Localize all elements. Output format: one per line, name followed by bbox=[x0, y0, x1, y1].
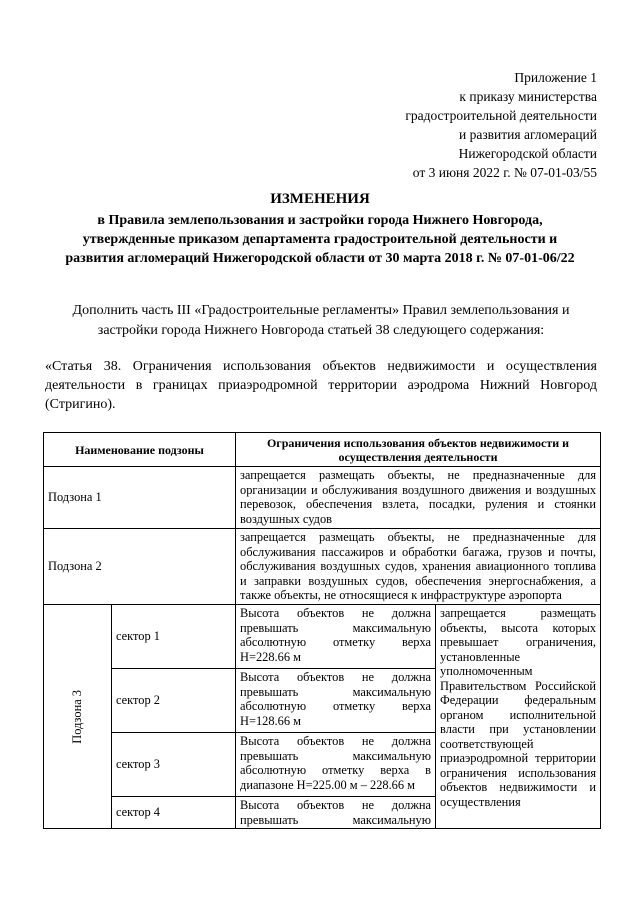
zone2-name: Подзона 2 bbox=[44, 529, 236, 605]
sector1-text: Высота объектов не должна превышать максимальную абсолютную отметку верха Н=228.66 м bbox=[236, 605, 436, 669]
zone3-common-text: запрещается размещать объекты, высота которых превышает ограничения, установленные уполномоченным Правительством Российской Федерации федеральным органом исполнительной власти при установлении соответствующей приаэродромной территории ограничения использования объектов недвижимости и осуществления bbox=[436, 605, 601, 829]
appendix-line: от 3 июня 2022 г. № 07-01-03/55 bbox=[412, 165, 597, 180]
appendix-line: Нижегородской области bbox=[458, 146, 597, 161]
zone1-text: запрещается размещать объекты, не предназначенные для организации и обслуживания воздушного движения и воздушных перевозок, обеспечения взлета, посадки, руления и стоянки воздушных судов bbox=[236, 467, 601, 529]
document-title bbox=[60, 190, 580, 268]
sector4-text: Высота объектов не должна превышать максимальную bbox=[236, 797, 436, 829]
appendix-block bbox=[337, 68, 597, 182]
appendix-line: и развития агломераций bbox=[458, 127, 597, 142]
header-zone-name: Наименование подзоны bbox=[44, 433, 236, 467]
appendix-line: Приложение 1 bbox=[514, 70, 597, 85]
appendix-line: градостроительной деятельности bbox=[405, 108, 597, 123]
title-subtitle: в Правила землепользования и застройки города Нижнего Новгорода, утвержденные приказом департамента градостроительной деятельности и развития агломераций Нижегородской области от 30 марта 2018 г. № 07-01-06/22 bbox=[65, 213, 575, 266]
zone1-name: Подзона 1 bbox=[44, 467, 236, 529]
appendix-line: к приказу министерства bbox=[459, 89, 597, 104]
sector1-name: сектор 1 bbox=[112, 605, 236, 669]
sector3-text: Высота объектов не должна превышать максимальную абсолютную отметку верха в диапазоне Н=225.00 м – 228.66 м bbox=[236, 733, 436, 797]
sector2-text: Высота объектов не должна превышать максимальную абсолютную отметку верха Н=128.66 м bbox=[236, 669, 436, 733]
zone3-name: Подзона 3 bbox=[70, 689, 85, 744]
restrictions-table bbox=[43, 432, 601, 829]
header-restrictions: Ограничения использования объектов недвижимости и осуществления деятельности bbox=[236, 433, 601, 467]
intro-paragraph: Дополнить часть III «Градостроительные регламенты» Правил землепользования и застройки города Нижнего Новгорода статьей 38 следующего содержания: bbox=[72, 303, 570, 338]
sector3-name: сектор 3 bbox=[112, 733, 236, 797]
sector4-name: сектор 4 bbox=[112, 797, 236, 829]
zone3-name-cell bbox=[44, 605, 112, 829]
zone2-text: запрещается размещать объекты, не предназначенные для обслуживания пассажиров и обработки багажа, грузов и почты, обслуживания воздушных судов, хранения авиационного топлива и заправки воздушных судов, обеспечения энергоснабжения, а также объекты, не относящиеся к инфраструктуре аэропорта bbox=[236, 529, 601, 605]
article-paragraph: «Статья 38. Ограничения использования объектов недвижимости и осуществления деятельности в границах приаэродромной территории аэродрома Нижний Новгород (Стригино). bbox=[45, 359, 597, 412]
sector2-name: сектор 2 bbox=[112, 669, 236, 733]
title-heading: ИЗМЕНЕНИЯ bbox=[270, 191, 370, 207]
